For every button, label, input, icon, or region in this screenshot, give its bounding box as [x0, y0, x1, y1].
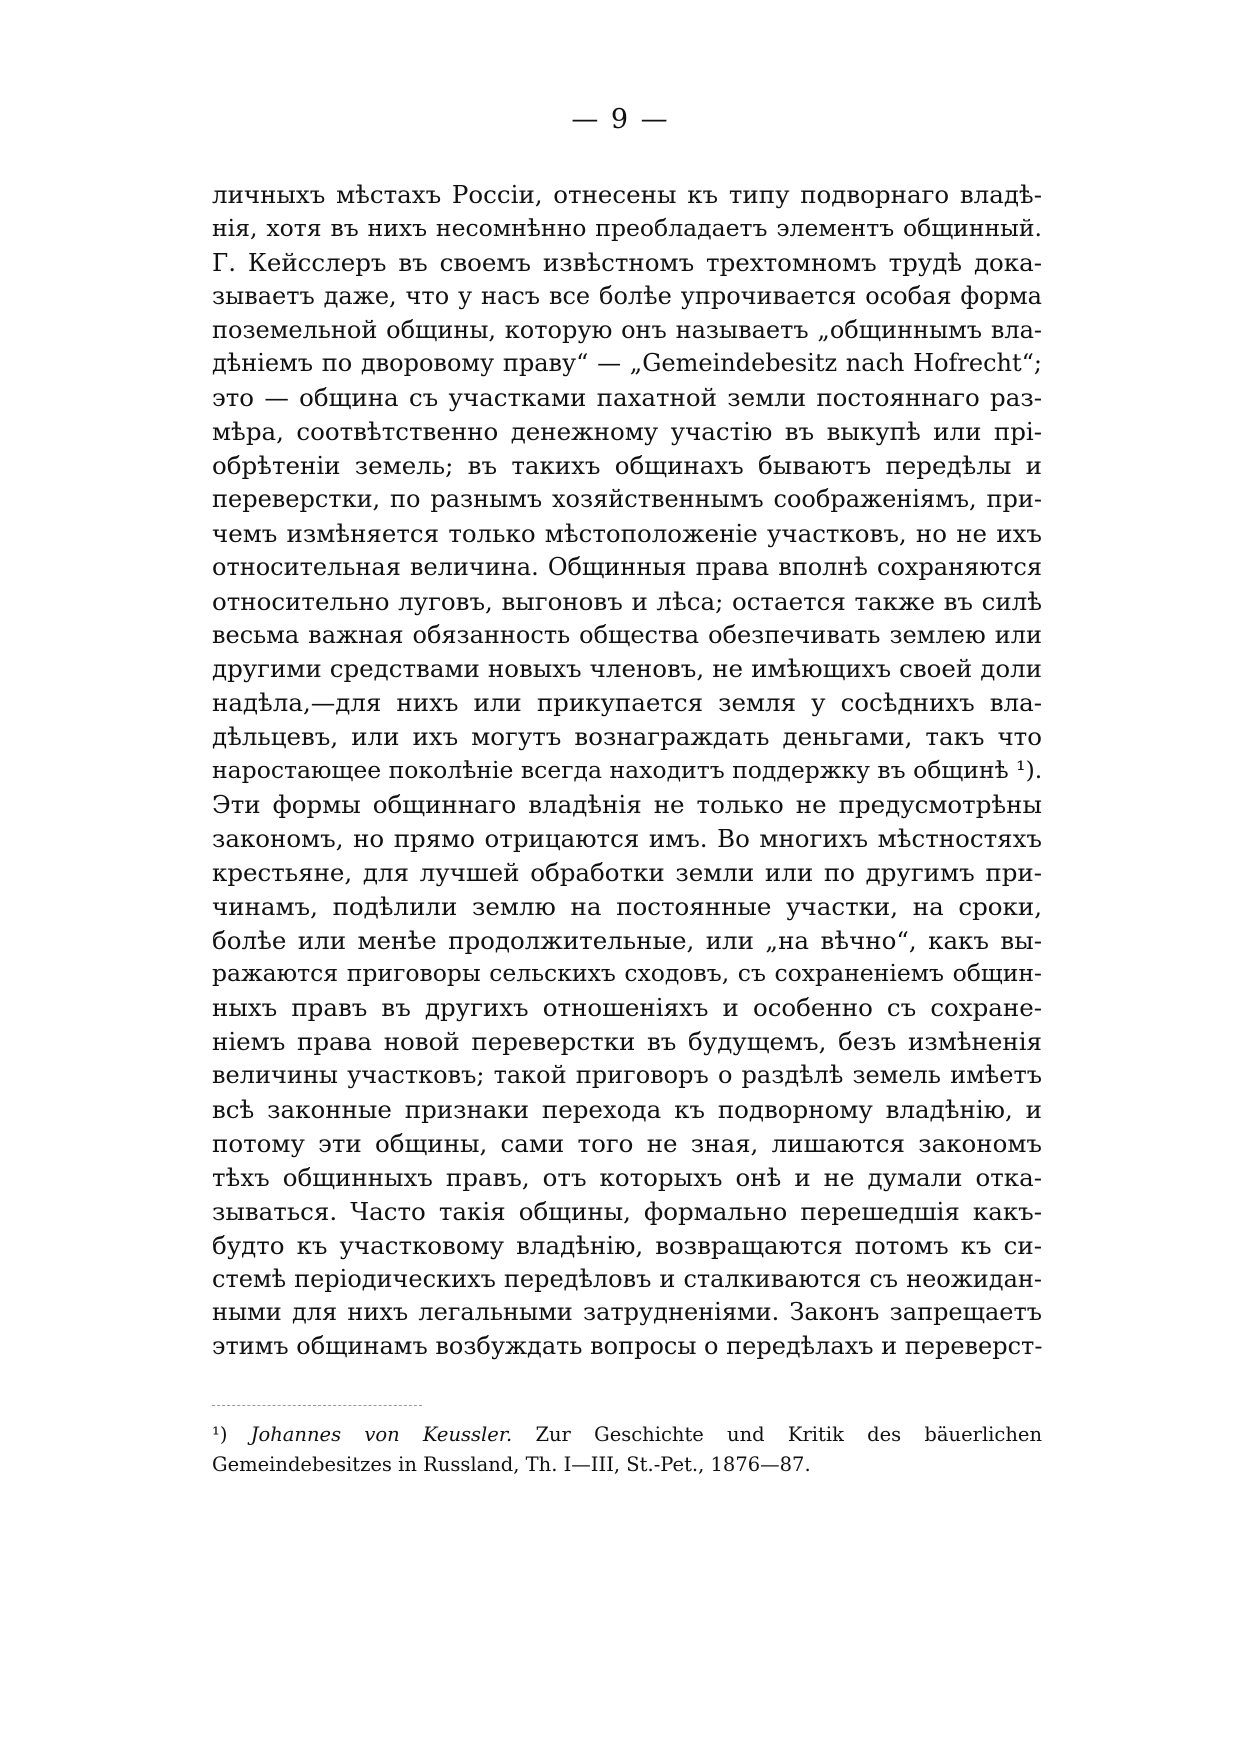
- footnote-line-1: [212, 1420, 1042, 1450]
- text-line: крестьяне, для лучшей обработки земли или по другимъ при-: [212, 857, 1042, 887]
- text-line: относительно луговъ, выгоновъ и лѣса; остается также въ силѣ: [212, 586, 1042, 616]
- text-line: чинамъ, подѣлили землю на постоянные участки, на сроки,: [212, 891, 1042, 921]
- text-line: наростающее поколѣніе всегда находитъ поддержку въ общинѣ ¹).: [212, 756, 1043, 785]
- text-line: зываетъ даже, что у насъ все болѣе упрочивается особая форма: [212, 281, 1042, 310]
- footnote-line-2: Gemeindebesitzes in Russland, Th. I—III, St.-Pet., 1876—87.: [212, 1453, 811, 1476]
- text-line: ныхъ правъ въ другихъ отношеніяхъ и особенно съ сохране-: [212, 993, 1042, 1023]
- text-line: ными для нихъ легальными затрудненіями. Законъ запрещаетъ: [212, 1298, 1042, 1327]
- text-line: Эти формы общиннаго владѣнія не только не предусмотрѣны: [212, 790, 1042, 820]
- text-line: обрѣтеніи земель; въ такихъ общинахъ бываютъ передѣлы и: [212, 451, 1042, 481]
- text-line: этимъ общинамъ возбуждать вопросы о передѣлахъ и переверст-: [212, 1332, 1043, 1361]
- text-line: мѣра, соотвѣтственно денежному участію въ выкупѣ или прі-: [212, 417, 1042, 447]
- text-line: переверстки, по разнымъ хозяйственнымъ соображеніямъ, при-: [212, 485, 1042, 514]
- text-line: тѣхъ общинныхъ правъ, отъ которыхъ онѣ и не думали отка-: [212, 1162, 1042, 1192]
- text-line: стемѣ періодическихъ передѣловъ и сталкиваются съ неожидан-: [212, 1264, 1042, 1293]
- text-line: относительная величина. Общинныя права вполнѣ сохраняются: [212, 552, 1042, 581]
- text-line: ніемъ права новой переверстки въ будущемъ, безъ измѣненія: [212, 1027, 1042, 1057]
- text-line: закономъ, но прямо отрицаются имъ. Во многихъ мѣстностяхъ: [212, 823, 1042, 853]
- text-line: это — община съ участками пахатной земли постояннаго раз-: [212, 383, 1042, 413]
- footnote-rule: [212, 1405, 422, 1406]
- text-line: величины участковъ; такой приговоръ о раздѣлѣ земель имѣетъ: [212, 1061, 1042, 1090]
- text-line: дѣніемъ по дворовому праву“ — „Gemeindebesitz nach Hofrecht“;: [212, 349, 1042, 378]
- text-line: всѣ законные признаки перехода къ подворному владѣнію, и: [212, 1095, 1042, 1125]
- text-line: поземельной общины, которую онъ называетъ „общиннымъ вла-: [212, 315, 1042, 344]
- text-line: чемъ измѣняется только мѣстоположеніе участковъ, но не ихъ: [212, 518, 1042, 548]
- footnote-title: Zur Geschichte und Kritik des bäuerlichen: [535, 1423, 1042, 1446]
- text-line: личныхъ мѣстахъ Россіи, отнесены къ типу подворнаго владѣ-: [212, 180, 1042, 209]
- text-line: будто къ участковому владѣнію, возвращаются потомъ къ си-: [212, 1230, 1042, 1260]
- text-line: весьма важная обязанность общества обезпечивать землею или: [212, 620, 1042, 649]
- text-line: ражаются приговоры сельскихъ сходовъ, съ сохраненіемъ общин-: [212, 959, 1042, 988]
- footnote-author: Johannes von Keussler.: [250, 1423, 513, 1446]
- text-line: зываться. Часто такія общины, формально перешедшія какъ-: [212, 1196, 1042, 1226]
- body-text: [212, 178, 1042, 1364]
- footnote: [212, 1420, 1042, 1480]
- text-line: дѣльцевъ, или ихъ могутъ вознаграждать деньгами, такъ что: [212, 722, 1042, 752]
- footnote-marker: ¹): [212, 1423, 228, 1446]
- text-line: нія, хотя въ нихъ несомнѣнно преобладаетъ элементъ общинный.: [212, 213, 1042, 242]
- text-line: Г. Кейсслеръ въ своемъ извѣстномъ трехтомномъ трудѣ дока-: [212, 247, 1042, 277]
- text-line: надѣла,—для нихъ или прикупается земля у сосѣднихъ вла-: [212, 688, 1042, 718]
- text-line: другими средствами новыхъ членовъ, не имѣющихъ своей доли: [212, 654, 1042, 684]
- text-line: болѣе или менѣе продолжительные, или „на вѣчно“, какъ вы-: [212, 925, 1042, 955]
- text-line: потому эти общины, сами того не зная, лишаются закономъ: [212, 1128, 1042, 1158]
- page-number: — 9 —: [571, 104, 670, 135]
